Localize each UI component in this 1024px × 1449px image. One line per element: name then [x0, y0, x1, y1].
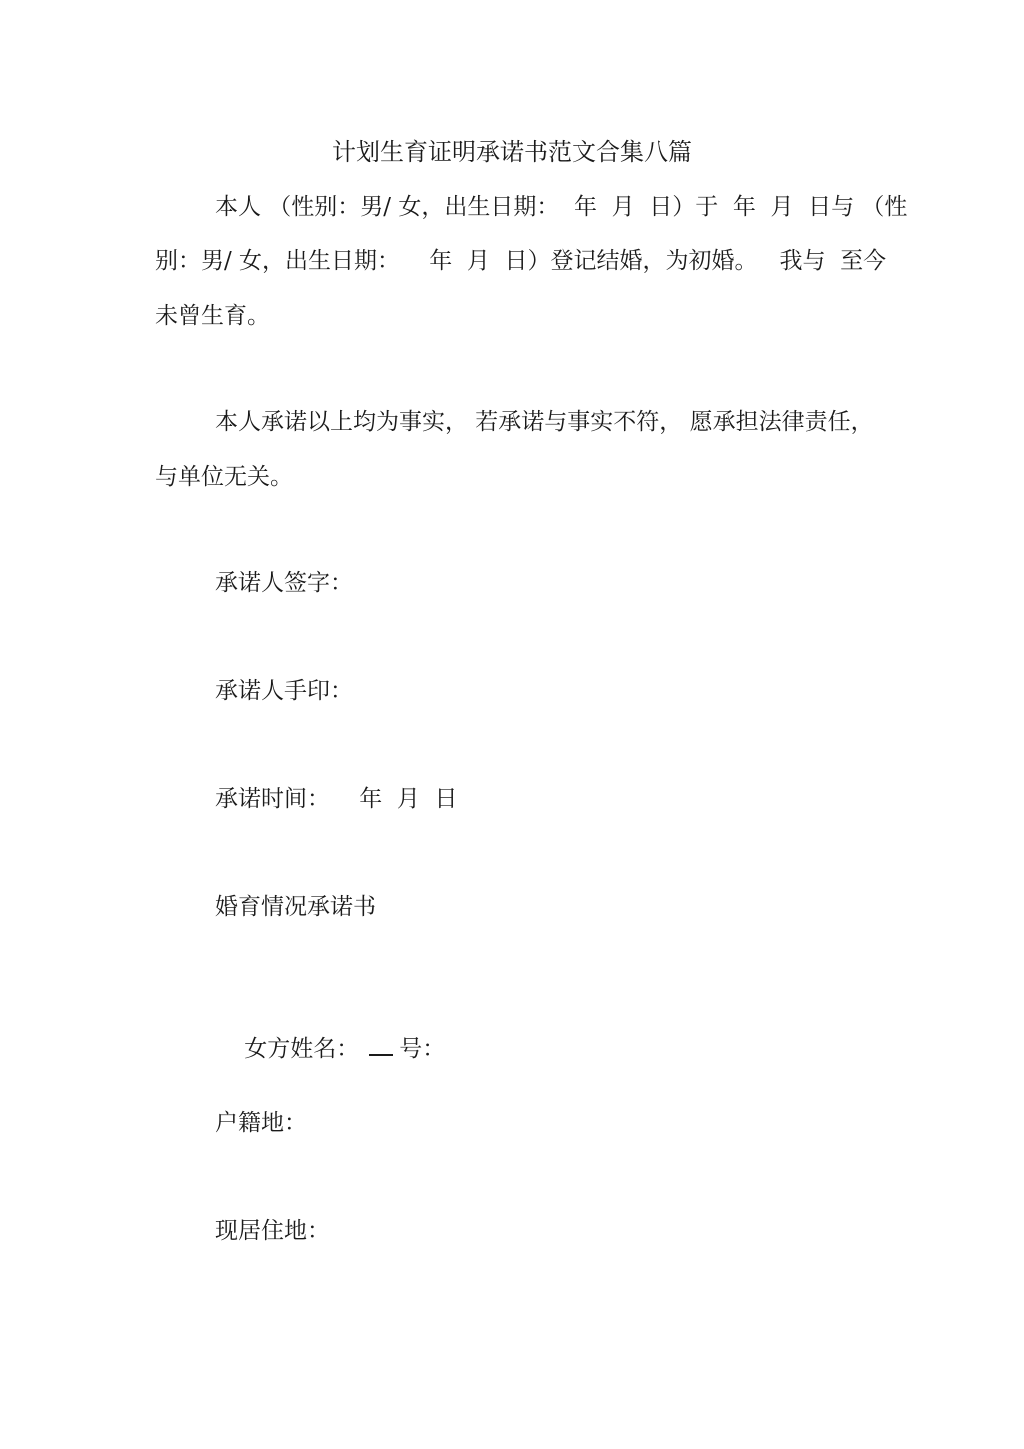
paragraph-1-line-2: 别：男/ 女，出生日期： 年 月 日）登记结婚，为初婚。 我与 至今: [155, 248, 887, 274]
name-blank-line: [369, 1032, 393, 1056]
household-registration-label: 户籍地：: [215, 1110, 307, 1136]
id-label: 号：: [399, 1036, 446, 1062]
paragraph-1-line-1: 本人 （性别：男/ 女，出生日期： 年 月 日）于 年 月 日与 （性: [215, 194, 908, 220]
document-title: 计划生育证明承诺书范文合集八篇: [332, 138, 692, 166]
current-residence-label: 现居住地：: [215, 1218, 330, 1244]
signature-label: 承诺人签字：: [215, 570, 353, 596]
section-heading: 婚育情况承诺书: [215, 894, 376, 920]
paragraph-2-line-2: 与单位无关。: [155, 464, 293, 490]
female-name-row: [215, 998, 445, 1100]
commitment-date-label: 承诺时间： 年 月 日: [215, 786, 458, 812]
fingerprint-label: 承诺人手印：: [215, 678, 353, 704]
female-name-label: 女方姓名：: [244, 1036, 360, 1062]
paragraph-1-line-3: 未曾生育。: [155, 303, 270, 329]
paragraph-2-line-1: 本人承诺以上均为事实， 若承诺与事实不符， 愿承担法律责任，: [215, 409, 874, 435]
